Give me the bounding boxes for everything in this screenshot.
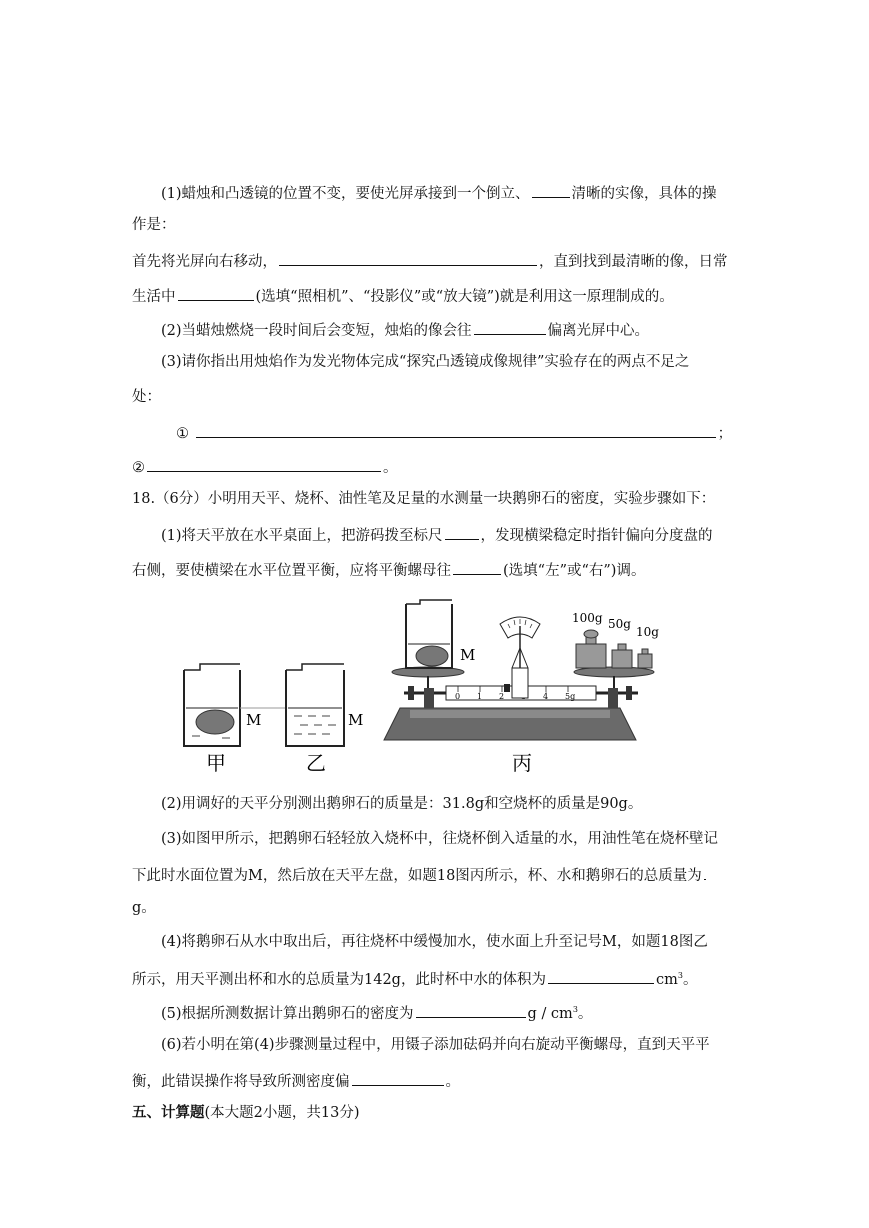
q18-s1-text-b: ，发现横梁稳定时指针偏向分度盘的 xyxy=(480,528,713,544)
q17-blank-operation[interactable] xyxy=(279,249,537,266)
section5-heading xyxy=(132,1103,360,1123)
weight-50g xyxy=(612,650,632,668)
section5-note: (本大题2小题，共13分) xyxy=(204,1105,360,1121)
q18-s4-unit: cm xyxy=(655,971,678,988)
q18-s6-end: 。 xyxy=(445,1074,460,1090)
q17-shortcoming-2 xyxy=(132,455,398,478)
pebble-jia xyxy=(196,710,234,734)
q17-p2-text-a: (2)当蜡烛燃烧一段时间后会变短，烛焰的像会往 xyxy=(161,323,472,339)
weight-100g xyxy=(576,644,606,668)
q18-step3-line1: (3)如图甲所示，把鹅卵石轻轻放入烧杯中，往烧杯倒入适量的水，用油性笔在烧杯壁记 xyxy=(161,831,719,847)
q17-blank-shortcoming-2[interactable] xyxy=(147,455,381,472)
q17-part1-line1 xyxy=(161,181,717,204)
q17-c1-end: ； xyxy=(717,426,733,442)
q18-step3-line2 xyxy=(132,863,708,886)
q17-p2-text-b: 偏离光屏中心。 xyxy=(547,323,650,339)
q18-step2: (2)用调好的天平分别测出鹅卵石的质量是：31.8g和空烧杯的质量是90g。 xyxy=(161,796,643,812)
q17-p1-text-e: ，直到找到最清晰的像，日常 xyxy=(539,254,728,270)
q17-blank-inverted[interactable] xyxy=(532,181,570,198)
q18-s1-text-d: (选填“左”或“右”)调。 xyxy=(503,563,646,579)
mark-m-bing: M xyxy=(460,646,476,664)
q17-blank-direction[interactable] xyxy=(474,318,546,335)
q18-step4-line2 xyxy=(132,966,697,990)
q17-part3-line2: 处： xyxy=(132,389,161,405)
balance-bing xyxy=(384,600,659,740)
q18-step1-line1 xyxy=(161,523,713,546)
q18-s4-text-b: 所示，用天平测出杯和水的总质量为142g，此时杯中水的体积为 xyxy=(132,971,546,988)
q18-blank-density[interactable] xyxy=(416,1001,526,1018)
q17-p1-text-a: (1)蜡烛和凸透镜的位置不变，要使光屏承接到一个倒立、 xyxy=(161,186,530,202)
tick-1: 1 xyxy=(477,692,483,701)
q17-part2-line xyxy=(161,318,649,341)
q17-p1-text-g: (选填“照相机”、“投影仪”或“放大镜”)就是利用这一原理制成的。 xyxy=(255,289,674,305)
q17-blank-device[interactable] xyxy=(178,284,254,301)
tick-5: 5g xyxy=(565,692,576,701)
q17-c2-end: 。 xyxy=(383,460,398,476)
q17-shortcoming-1 xyxy=(176,421,732,444)
q17-blank-shortcoming-1[interactable] xyxy=(196,421,716,438)
label-100g: 100g xyxy=(572,611,603,625)
label-50g: 50g xyxy=(608,617,631,631)
q18-s3-text-b: 下此时水面位置为M，然后放在天平左盘，如题18图丙所示，杯、水和鹅卵石的总质量为 xyxy=(132,868,702,884)
q18-step6-line2 xyxy=(132,1069,460,1092)
q18-s1-text-c: 右侧，要使横梁在水平位置平衡，应将平衡螺母往 xyxy=(132,563,451,579)
mark-m-yi: M xyxy=(348,711,364,729)
q18-step4-line1: (4)将鹅卵石从水中取出后，再往烧杯中缓慢加水，使水面上升至记号M，如题18图乙 xyxy=(161,934,708,950)
q18-blank-nut-direction[interactable] xyxy=(453,558,501,575)
q17-p1-text-b: 清晰的实像，具体的操 xyxy=(571,186,717,202)
label-yi: 乙 xyxy=(306,751,326,775)
q18-s4-sup: 3 xyxy=(677,971,683,980)
tick-2: 2 xyxy=(499,692,505,701)
label-bing: 丙 xyxy=(512,751,532,775)
tick-4: 4 xyxy=(543,692,549,701)
experiment-figure xyxy=(178,598,668,778)
q18-s1-text-a: (1)将天平放在水平桌面上，把游码拨至标尺 xyxy=(161,528,443,544)
q18-blank-water-volume[interactable] xyxy=(548,967,654,984)
circle-number-2: ② xyxy=(132,460,145,476)
beaker-jia xyxy=(184,664,240,746)
q18-s6-text-b: 衡，此错误操作将导致所测密度偏 xyxy=(132,1074,350,1090)
q18-s5-sup: 3 xyxy=(572,1005,578,1014)
weight-10g xyxy=(638,654,652,668)
q18-step1-line2 xyxy=(132,558,645,581)
q18-step6-line1: (6)若小明在第(4)步骤测量过程中，用镊子添加砝码并向右旋动平衡螺母，直到天平平 xyxy=(161,1037,710,1053)
q18-intro: 18.（6分）小明用天平、烧杯、油性笔及足量的水测量一块鹅卵石的密度，实验步骤如下： xyxy=(132,491,716,507)
q17-p1-text-d: 首先将光屏向右移动， xyxy=(132,254,277,270)
q18-step3-line3: g。 xyxy=(132,900,156,916)
q17-part1-line3 xyxy=(132,249,728,272)
rider xyxy=(504,684,510,692)
label-jia: 甲 xyxy=(206,751,226,775)
beaker-yi xyxy=(286,664,344,746)
circle-number-1: ① xyxy=(176,426,189,442)
label-10g: 10g xyxy=(636,625,659,639)
q17-part1-line2: 作是： xyxy=(132,217,176,233)
q18-s5-text-a: (5)根据所测数据计算出鹅卵石的密度为 xyxy=(161,1005,414,1022)
q17-part3-line1: (3)请你指出用烛焰作为发光物体完成“探究凸透镜成像规律”实验存在的两点不足之 xyxy=(161,354,690,370)
mark-m-jia: M xyxy=(246,711,262,729)
tick-0: 0 xyxy=(455,692,461,701)
q18-s5-unit: g / cm xyxy=(527,1005,573,1022)
q18-blank-total-mass[interactable] xyxy=(704,863,706,880)
q18-blank-bias[interactable] xyxy=(352,1069,444,1086)
q17-p1-text-f: 生活中 xyxy=(132,289,176,305)
q17-part1-line4 xyxy=(132,284,674,307)
q18-s5-end: 。 xyxy=(577,1005,593,1022)
section5-title: 五、计算题 xyxy=(132,1104,205,1121)
q18-blank-zero-mark[interactable] xyxy=(445,523,479,540)
q18-step5 xyxy=(161,1000,592,1024)
q18-s4-end: 。 xyxy=(682,971,698,988)
